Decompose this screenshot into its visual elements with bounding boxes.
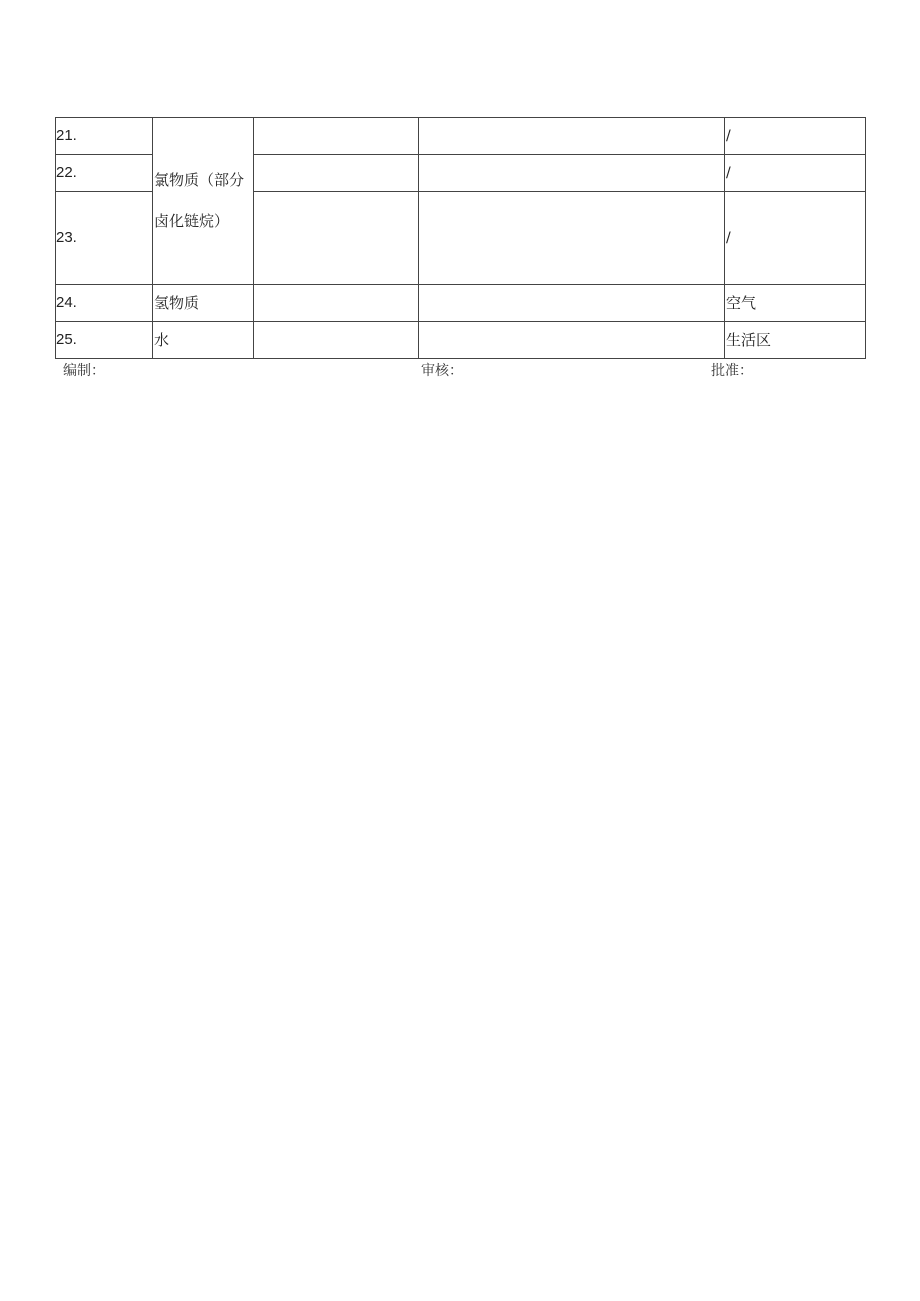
substance-cell: 水	[153, 322, 254, 359]
row-number: 21.	[56, 118, 153, 155]
empty-cell	[419, 118, 725, 155]
substance-cell: 氢物质	[153, 285, 254, 322]
empty-cell	[419, 322, 725, 359]
row-number: 24.	[56, 285, 153, 322]
remark-cell: 空气	[725, 285, 866, 322]
data-table	[55, 117, 866, 359]
remark-cell: /	[725, 155, 866, 192]
empty-cell	[254, 285, 419, 322]
remark-cell: /	[725, 192, 866, 285]
empty-cell	[254, 192, 419, 285]
empty-cell	[419, 155, 725, 192]
remark-cell: /	[725, 118, 866, 155]
empty-cell	[419, 192, 725, 285]
remark-cell: 生活区	[725, 322, 866, 359]
table-row	[56, 285, 866, 322]
row-number: 23.	[56, 192, 153, 285]
approved-by-label: 批准：	[711, 363, 753, 379]
empty-cell	[419, 285, 725, 322]
empty-cell	[254, 118, 419, 155]
empty-cell	[254, 155, 419, 192]
substance-cell-merged: 氯物质（部分卤化链烷）	[153, 118, 254, 285]
table-row	[56, 322, 866, 359]
prepared-by-label: 编制：	[63, 363, 105, 379]
row-number: 25.	[56, 322, 153, 359]
reviewed-by-label: 审核：	[421, 363, 463, 379]
row-number: 22.	[56, 155, 153, 192]
empty-cell	[254, 322, 419, 359]
table-row	[56, 118, 866, 155]
